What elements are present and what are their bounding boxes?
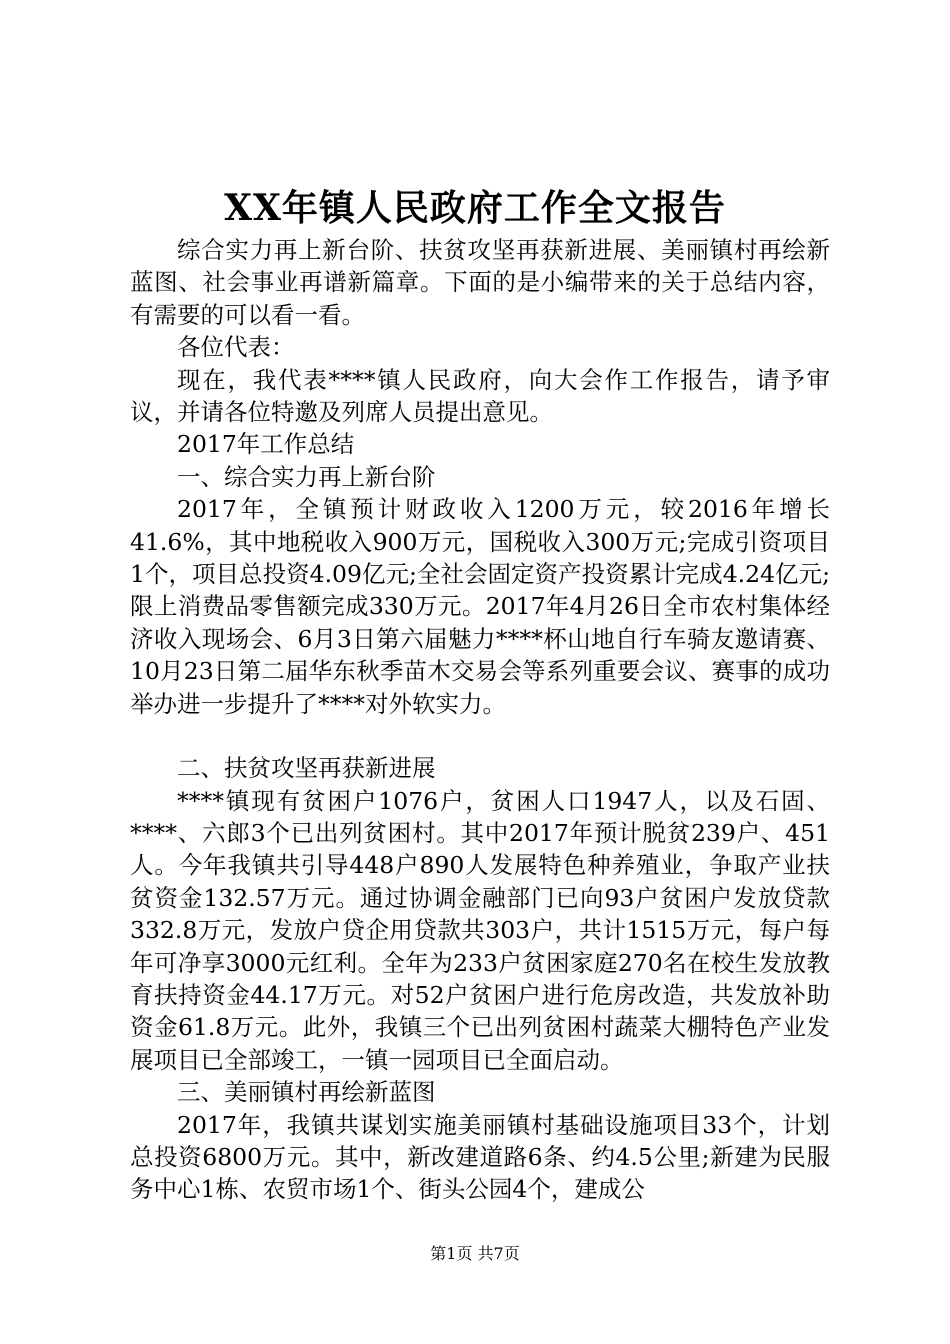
opening-paragraph: 现在，我代表****镇人民政府，向大会作工作报告，请予审议，并请各位特邀及列席人员提出意见。 — [130, 365, 830, 427]
salutation: 各位代表： — [177, 333, 295, 362]
document-title: XX年镇人民政府工作全文报告 — [224, 187, 726, 229]
section-heading-3: 三、美丽镇村再绘新蓝图 — [177, 1078, 436, 1107]
document-body — [130, 234, 830, 1206]
section-heading-1: 一、综合实力再上新台阶 — [177, 462, 436, 491]
section-heading-summary: 2017年工作总结 — [177, 430, 355, 459]
section-3-paragraph: 2017年，我镇共谋划实施美丽镇村基础设施项目33个，计划总投资6800万元。其中，新改建道路6条、约4.5公里;新建为民服务中心1栋、农贸市场1个、街头公园4个，建成公 — [130, 1110, 830, 1204]
section-2-paragraph: ****镇现有贫困户1076户，贫困人口1947人，以及石固、****、六郎3个已出列贫困村。其中2017年预计脱贫239户、451人。今年我镇共引导448户890人发展特色种养殖业，争取产业扶贫资金132.57万元。通过协调金融部门已向93户贫困户发放贷款332.8万元，发放户贷企用贷款共303户，共计1515万元，每户每年可净享3000元红利。全年为233户贫困家庭270名在校生发放教育扶持资金44.17万元。对52户贫困户进行危房改造，共发放补助资金61.8万元。此外，我镇三个已出列贫困村蔬菜大棚特色产业发展项目已全部竣工，一镇一园项目已全面启动。 — [130, 786, 830, 1074]
section-1-paragraph: 2017年，全镇预计财政收入1200万元，较2016年增长41.6%，其中地税收入900万元，国税收入300万元;完成引资项目1个，项目总投资4.09亿元;全社会固定资产投资累计完成4.24亿元;限上消费品零售额完成330万元。2017年4月26日全市农村集体经济收入现场会、6月3日第六届魅力****杯山地自行车骑友邀请赛、10月23日第二届华东秋季苗木交易会等系列重要会议、赛事的成功举办进一步提升了****对外软实力。 — [130, 495, 830, 718]
paragraph-gap — [130, 720, 830, 752]
intro-paragraph: 综合实力再上新台阶、扶贫攻坚再获新进展、美丽镇村再绘新蓝图、社会事业再谱新篇章。下面的是小编带来的关于总结内容，有需要的可以看一看。 — [130, 236, 830, 329]
section-heading-2: 二、扶贫攻坚再获新进展 — [177, 754, 436, 783]
page-footer: 第1页 共7页 — [430, 1244, 520, 1263]
